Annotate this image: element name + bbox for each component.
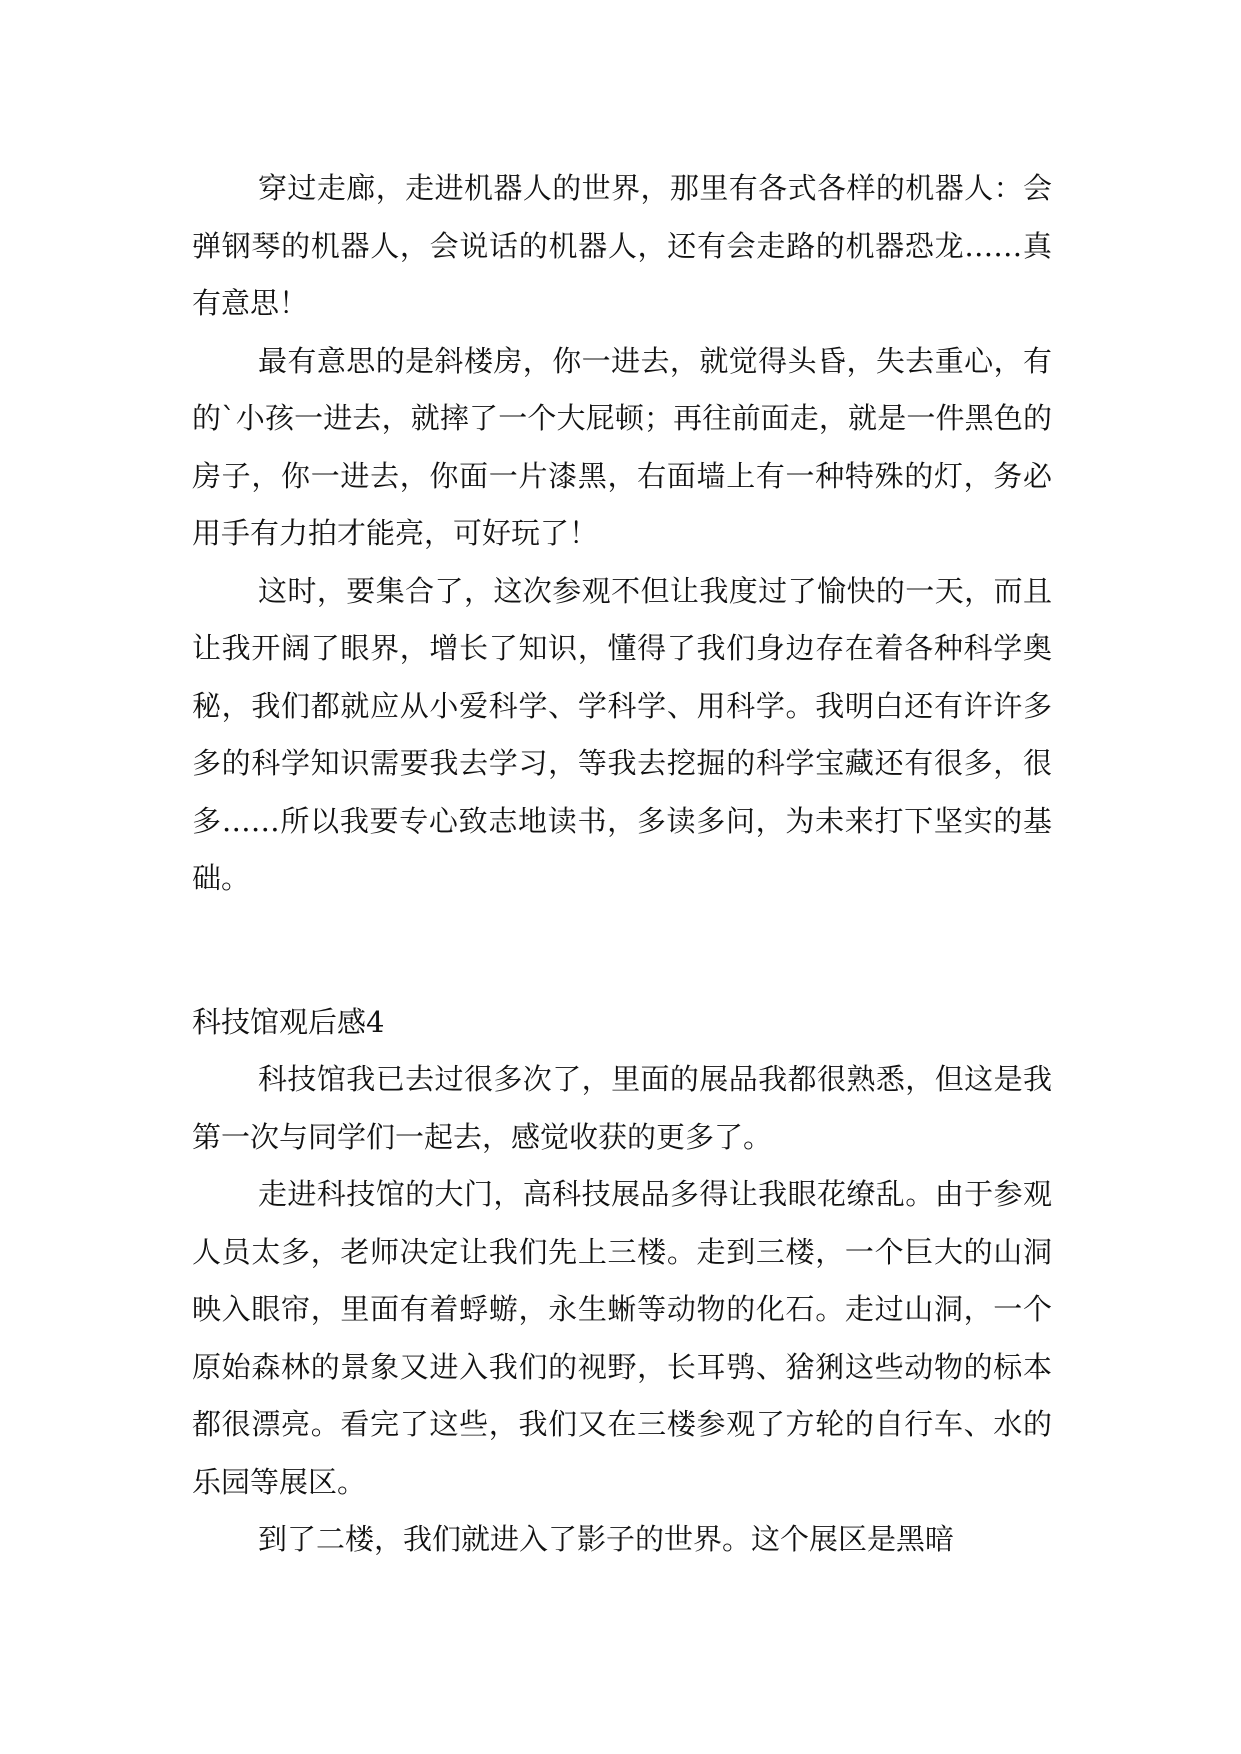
section-title: 科技馆观后感4: [192, 1004, 385, 1039]
document-page: [192, 160, 1052, 1569]
paragraph: 科技馆我已去过很多次了，里面的展品我都很熟悉，但这是我第一次与同学们一起去，感觉收获的更多了。: [192, 1062, 1052, 1154]
paragraph: 最有意思的是斜楼房，你一进去，就觉得头昏，失去重心，有的`小孩一进去，就摔了一个大屁顿；再往前面走，就是一件黑色的房子，你一进去，你面一片漆黑，右面墙上有一种特殊的灯，务必用手有力拍才能亮，可好玩了！: [192, 343, 1052, 550]
paragraph: 这时，要集合了，这次参观不但让我度过了愉快的一天，而且让我开阔了眼界，增长了知识，懂得了我们身边存在着各种科学奥秘，我们都就应从小爱科学、学科学、用科学。我明白还有许许多多的科学知识需要我去学习，等我去挖掘的科学宝藏还有很多，很多……所以我要专心致志地读书，多读多问，为未来打下坚实的基础。: [192, 573, 1052, 895]
paragraph: 穿过走廊，走进机器人的世界，那里有各式各样的机器人：会弹钢琴的机器人，会说话的机器人，还有会走路的机器恐龙……真有意思！: [192, 171, 1052, 320]
paragraph: 到了二楼，我们就进入了影子的世界。这个展区是黑暗: [258, 1522, 955, 1556]
paragraph: 走进科技馆的大门，高科技展品多得让我眼花缭乱。由于参观人员太多，老师决定让我们先上三楼。走到三楼，一个巨大的山洞映入眼帘，里面有着蜉蝣，永生蜥等动物的化石。走过山洞，一个原始森林的景象又进入我们的视野，长耳鸮、猞猁这些动物的标本都很漂亮。看完了这些，我们又在三楼参观了方轮的自行车、水的乐园等展区。: [192, 1177, 1052, 1499]
